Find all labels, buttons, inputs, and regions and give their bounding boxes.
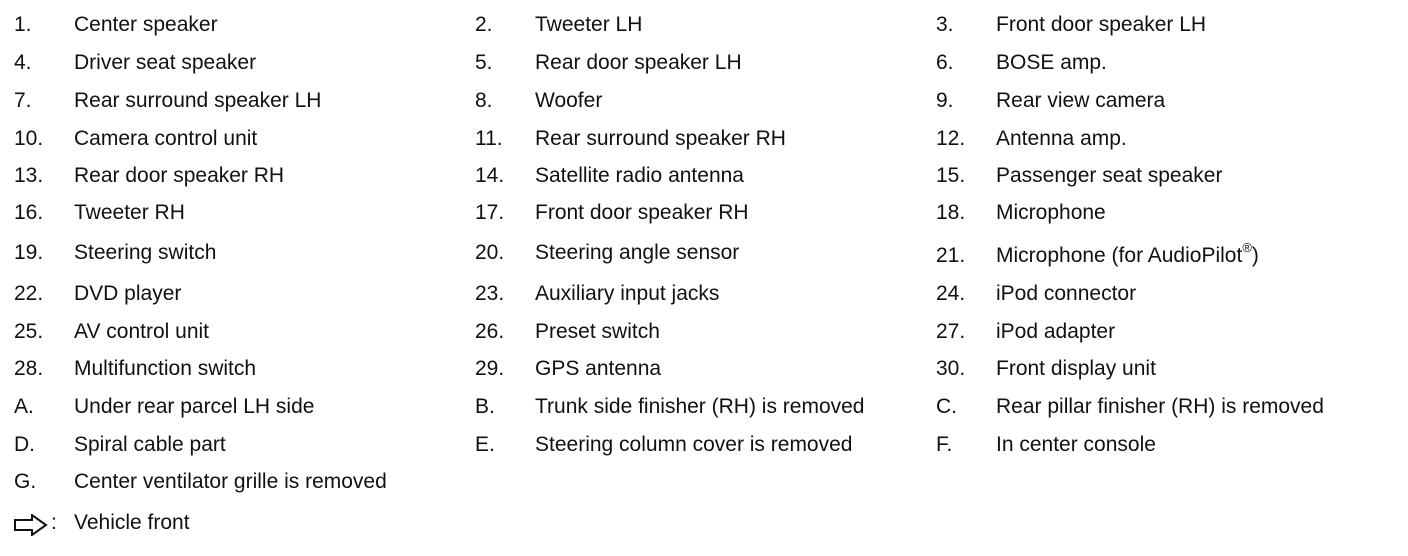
legend-item-label	[74, 51, 256, 75]
legend-item-number: E.	[475, 433, 495, 456]
legend-item-number: 12.	[936, 127, 966, 150]
legend-item-label	[996, 13, 1206, 37]
legend-item-text: Microphone	[996, 201, 1106, 224]
legend-item-number: 8.	[475, 89, 493, 112]
legend-item-label	[996, 357, 1156, 381]
legend-item-number: 15.	[936, 164, 966, 187]
legend-item-label	[535, 127, 786, 151]
legend-item-label	[996, 89, 1165, 113]
arrow-colon: :	[51, 511, 57, 534]
legend-item-text: Multifunction switch	[74, 357, 257, 380]
legend-item-text: Satellite radio antenna	[535, 164, 744, 187]
legend-item-number: 29.	[475, 357, 505, 380]
legend-item-number: 5.	[475, 51, 493, 74]
legend-item-text: Microphone (for AudioPilot	[996, 244, 1243, 267]
legend-item-text: Rear view camera	[996, 89, 1166, 112]
legend-item-text: Driver seat speaker	[74, 51, 257, 74]
legend-item-label	[535, 241, 739, 265]
legend-item-text: Steering column cover is removed	[535, 433, 853, 456]
legend-item-text: DVD player	[74, 282, 182, 305]
legend-item-label	[996, 320, 1115, 344]
registered-mark: ®	[1242, 240, 1252, 255]
legend-item-label	[74, 320, 209, 344]
legend-item-label	[74, 201, 185, 225]
legend-item-text: Center ventilator grille is removed	[74, 470, 387, 493]
legend-item-text: Spiral cable part	[74, 433, 226, 456]
legend-item-number: 10.	[14, 127, 44, 150]
legend-item-number: 3.	[936, 13, 954, 36]
legend-item-text: Auxiliary input jacks	[535, 282, 720, 305]
legend-item-text: Front door speaker LH	[996, 13, 1207, 36]
legend-item-label	[74, 433, 226, 457]
legend-item-number: 2.	[475, 13, 493, 36]
legend-item-text: Rear door speaker LH	[535, 51, 742, 74]
legend-item-label	[996, 240, 1259, 268]
legend-item-number: G.	[14, 470, 37, 493]
legend-item-text: iPod adapter	[996, 320, 1116, 343]
vehicle-front-label: Vehicle front	[74, 511, 190, 534]
legend-item-text: Under rear parcel LH side	[74, 395, 315, 418]
legend-item-number: 26.	[475, 320, 505, 343]
legend-item-label	[535, 13, 642, 37]
legend-item-label	[74, 395, 314, 419]
legend-item-number: 13.	[14, 164, 44, 187]
legend-item-number: 23.	[475, 282, 505, 305]
legend-item-text: BOSE amp.	[996, 51, 1107, 74]
legend-item-label	[535, 164, 744, 188]
legend-item-text: Front door speaker RH	[535, 201, 749, 224]
legend-item-number: 25.	[14, 320, 44, 343]
legend-item-text: In center console	[996, 433, 1156, 456]
legend-item-text: Center speaker	[74, 13, 218, 36]
legend-item-label	[535, 201, 749, 225]
legend-item-label	[74, 241, 216, 265]
legend-item-suffix: )	[1251, 244, 1259, 267]
legend-item-number: 28.	[14, 357, 44, 380]
legend-item-label	[535, 395, 864, 419]
legend-item-label	[74, 282, 181, 306]
legend-item-number: B.	[475, 395, 495, 418]
legend-item-label	[996, 164, 1222, 188]
legend-item-label	[996, 201, 1106, 225]
legend-item-label	[996, 282, 1136, 306]
legend-item-text: Steering angle sensor	[535, 241, 740, 264]
legend-item-text: Woofer	[535, 89, 603, 112]
legend-item-text: AV control unit	[74, 320, 210, 343]
legend-item-number: 9.	[936, 89, 954, 112]
legend-item-text: GPS antenna	[535, 357, 662, 380]
legend-item-number: A.	[14, 395, 34, 418]
legend-item-label	[535, 433, 852, 457]
legend-item-number: 14.	[475, 164, 505, 187]
legend-item-label	[535, 320, 660, 344]
legend-item-label	[996, 395, 1324, 419]
legend-item-label	[74, 89, 321, 113]
legend-item-text: Trunk side finisher (RH) is removed	[535, 395, 865, 418]
legend-item-label	[535, 282, 719, 306]
legend-item-label	[996, 433, 1156, 457]
legend-item-number: 20.	[475, 241, 505, 264]
legend-item-label	[996, 127, 1127, 151]
legend-item-text: Tweeter LH	[535, 13, 643, 36]
legend-item-text: Steering switch	[74, 241, 217, 264]
legend-item-number: 27.	[936, 320, 966, 343]
legend-item-label	[535, 357, 661, 381]
legend-item-number: C.	[936, 395, 957, 418]
legend-item-number: 11.	[475, 127, 503, 150]
legend-item-label	[74, 470, 387, 494]
legend-item-text: Tweeter RH	[74, 201, 185, 224]
hollow-arrow-right-icon	[14, 514, 48, 536]
legend-item-number: 24.	[936, 282, 966, 305]
legend-item-label	[74, 357, 256, 381]
legend-item-number: 16.	[14, 201, 44, 224]
legend-item-text: Rear door speaker RH	[74, 164, 285, 187]
legend-item-label	[74, 127, 257, 151]
legend-item-number: 6.	[936, 51, 954, 74]
legend-item-text: Preset switch	[535, 320, 660, 343]
legend-item-number: 22.	[14, 282, 44, 305]
legend-item-label	[996, 51, 1107, 75]
legend-item-label	[74, 164, 284, 188]
legend-item-number: 19.	[14, 241, 44, 264]
legend-item-text: Rear pillar finisher (RH) is removed	[996, 395, 1324, 418]
legend-item-number: F.	[936, 433, 953, 456]
legend-item-text: iPod connector	[996, 282, 1137, 305]
legend-item-text: Passenger seat speaker	[996, 164, 1223, 187]
legend-item-label	[74, 13, 218, 37]
legend-item-number: 30.	[936, 357, 966, 380]
legend-item-text: Rear surround speaker LH	[74, 89, 322, 112]
legend-item-number: 4.	[14, 51, 32, 74]
legend-item-number: 17.	[475, 201, 505, 224]
legend-item-text: Front display unit	[996, 357, 1156, 380]
legend-item-label	[535, 51, 742, 75]
legend-item-label	[535, 89, 602, 113]
legend-item-text: Antenna amp.	[996, 127, 1127, 150]
legend-item-number: D.	[14, 433, 35, 456]
legend-item-text: Camera control unit	[74, 127, 258, 150]
legend-item-number: 1.	[14, 13, 32, 36]
legend-item-number: 18.	[936, 201, 966, 224]
legend-item-number: 21.	[936, 244, 966, 267]
vehicle-front-legend	[14, 511, 274, 539]
legend-item-text: Rear surround speaker RH	[535, 127, 786, 150]
legend-item-number: 7.	[14, 89, 32, 112]
